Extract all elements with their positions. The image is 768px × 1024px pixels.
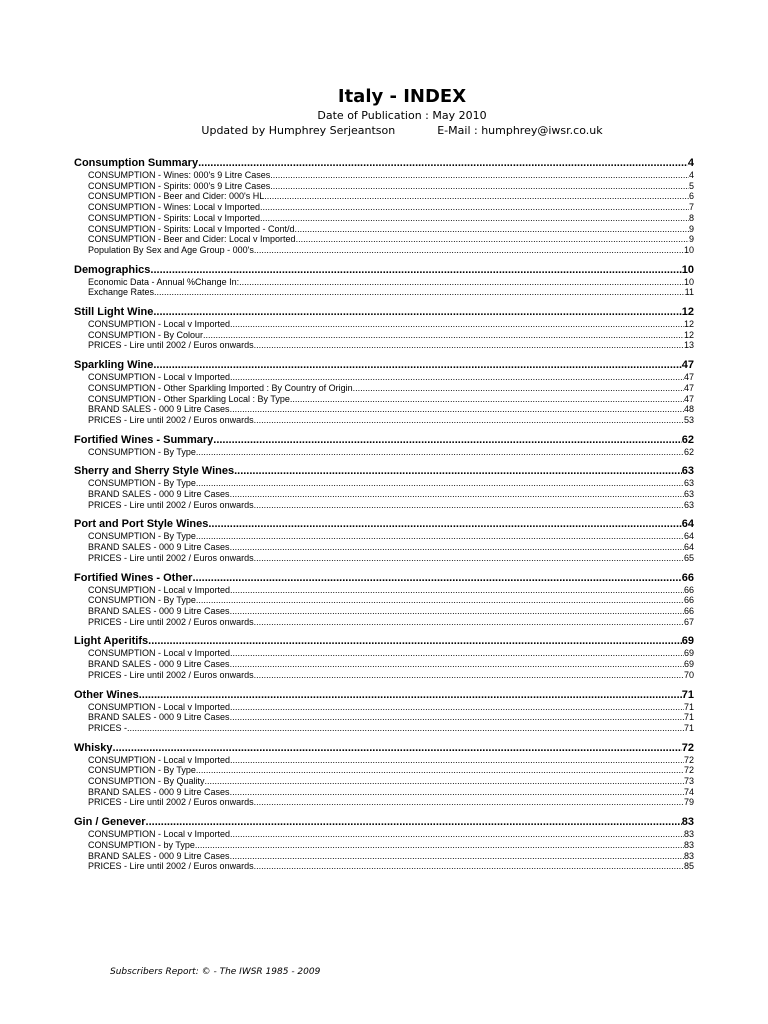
toc-entry-label: CONSUMPTION - By Type xyxy=(88,446,196,457)
toc-entry[interactable] xyxy=(74,213,694,224)
toc-heading-page-number: 66 xyxy=(681,571,694,584)
toc-entry-page-number: 47 xyxy=(683,393,694,404)
dot-leader xyxy=(254,415,684,426)
toc-heading-page-number: 4 xyxy=(687,157,694,169)
toc-heading[interactable] xyxy=(74,518,694,531)
toc-entry[interactable] xyxy=(74,234,694,245)
toc-entry[interactable] xyxy=(74,617,694,628)
toc-entry-page-number: 72 xyxy=(683,754,694,765)
toc-heading-label: Sparkling Wine xyxy=(74,359,154,372)
toc-entry-label: CONSUMPTION - Other Sparkling Local : By Type xyxy=(88,393,290,404)
dot-leader xyxy=(148,635,682,648)
toc-entry-label: PRICES - Lire until 2002 / Euros onwards xyxy=(88,861,254,872)
footer-copyright: Subscribers Report: © - The IWSR 1985 - 2009 xyxy=(110,967,321,977)
publication-date: Date of Publication : May 2010 xyxy=(317,109,487,122)
toc-entry-label: PRICES - Lire until 2002 / Euros onwards xyxy=(88,552,254,563)
dot-leader xyxy=(270,170,689,181)
toc-entry[interactable] xyxy=(74,340,694,351)
toc-entry[interactable] xyxy=(74,787,694,798)
toc-entry[interactable] xyxy=(74,755,694,766)
dot-leader xyxy=(254,245,684,256)
dot-leader xyxy=(239,277,684,288)
toc-entry[interactable] xyxy=(74,447,694,458)
toc-entry-label: BRAND SALES - 000 9 Litre Cases xyxy=(88,659,230,670)
toc-entry-label: BRAND SALES - 000 9 Litre Cases xyxy=(88,712,230,723)
toc-entry-label: CONSUMPTION - Spirits: Local v Imported - Cont/d. xyxy=(88,223,298,234)
toc-entry[interactable] xyxy=(74,670,694,681)
dot-leader xyxy=(230,851,684,862)
toc-entry-page-number: 5 xyxy=(688,180,694,191)
toc-entry-page-number: 74 xyxy=(683,786,694,797)
toc-entry[interactable] xyxy=(74,531,694,542)
toc-entry-label: PRICES - Lire until 2002 / Euros onwards xyxy=(88,499,254,510)
toc-heading-label: Fortified Wines - Other xyxy=(74,571,193,584)
toc-entry-label: PRICES - Lire until 2002 / Euros onwards xyxy=(88,340,254,351)
dot-leader xyxy=(154,287,685,298)
toc-heading-label: Demographics xyxy=(74,263,151,276)
toc-entry-page-number: 71 xyxy=(683,701,694,712)
toc-entry[interactable] xyxy=(74,319,694,330)
toc-entry[interactable] xyxy=(74,542,694,553)
dot-leader xyxy=(254,861,684,872)
toc-entry-label: CONSUMPTION - Local v Imported xyxy=(88,372,231,383)
toc-entry-label: CONSUMPTION - By Quality xyxy=(88,776,205,787)
dot-leader xyxy=(113,742,682,755)
dot-leader xyxy=(230,319,684,330)
toc-entry[interactable] xyxy=(74,648,694,659)
toc-heading[interactable] xyxy=(74,359,694,372)
toc-entry-page-number: 53 xyxy=(683,414,694,425)
toc-section xyxy=(74,359,694,426)
toc-entry[interactable] xyxy=(74,797,694,808)
toc-entry-label: CONSUMPTION - Local v Imported xyxy=(88,584,231,595)
toc-entry[interactable] xyxy=(74,372,694,383)
toc-entry[interactable] xyxy=(74,170,694,181)
toc-entry-label: CONSUMPTION - By Type xyxy=(88,595,196,606)
toc-heading-label: Gin / Genever xyxy=(74,816,146,829)
dot-leader xyxy=(208,518,681,531)
toc-entry-page-number: 6 xyxy=(688,191,694,202)
updated-by-line xyxy=(36,124,768,138)
toc-entry-page-number: 73 xyxy=(683,776,694,787)
dot-leader xyxy=(230,787,684,798)
toc-entry-label: CONSUMPTION - Local v Imported xyxy=(88,829,231,840)
dot-leader xyxy=(230,372,684,383)
toc-section xyxy=(74,518,694,563)
dot-leader xyxy=(254,500,684,511)
toc-heading-page-number: 63 xyxy=(681,465,694,478)
toc-entry-label: Economic Data - Annual %Change In: xyxy=(88,276,240,287)
toc-heading-page-number: 71 xyxy=(681,688,694,701)
toc-entry-page-number: 12 xyxy=(683,329,694,340)
toc-entry-label: BRAND SALES - 000 9 Litre Cases xyxy=(88,404,230,415)
dot-leader xyxy=(230,829,684,840)
toc-section xyxy=(74,572,694,628)
toc-section xyxy=(74,635,694,680)
toc-entry-label: CONSUMPTION - Other Sparkling Imported : By Country of Origin xyxy=(88,382,353,393)
toc-entry[interactable] xyxy=(74,500,694,511)
dot-leader xyxy=(192,572,681,585)
toc-entry-label: CONSUMPTION - Local v Imported xyxy=(88,319,231,330)
toc-entry[interactable] xyxy=(74,840,694,851)
dot-leader xyxy=(234,465,682,478)
toc-heading-label: Fortified Wines - Summary xyxy=(74,433,214,446)
toc-entry-page-number: 10 xyxy=(683,244,694,255)
toc-heading[interactable] xyxy=(74,742,694,755)
toc-heading-label: Still Light Wine xyxy=(74,306,154,319)
toc-entry[interactable] xyxy=(74,553,694,564)
toc-heading[interactable] xyxy=(74,434,694,447)
toc-entry-page-number: 66 xyxy=(683,595,694,606)
dot-leader xyxy=(254,617,684,628)
toc-heading-label: Consumption Summary xyxy=(74,157,199,169)
toc-entry-page-number: 83 xyxy=(683,829,694,840)
toc-heading-page-number: 10 xyxy=(681,263,694,276)
toc-entry-page-number: 70 xyxy=(683,669,694,680)
toc-entry-page-number: 69 xyxy=(683,659,694,670)
toc-entry-page-number: 65 xyxy=(683,552,694,563)
toc-section xyxy=(74,264,694,298)
dot-leader xyxy=(296,234,689,245)
toc-entry-label: PRICES - Lire until 2002 / Euros onwards xyxy=(88,797,254,808)
toc-entry-page-number: 67 xyxy=(683,616,694,627)
toc-heading-page-number: 72 xyxy=(681,741,694,754)
toc-entry-label: CONSUMPTION - Local v Imported xyxy=(88,648,231,659)
toc-entry-page-number: 63 xyxy=(683,499,694,510)
toc-entry-label: CONSUMPTION - Local v Imported xyxy=(88,701,231,712)
toc-heading-page-number: 83 xyxy=(681,816,694,829)
toc-heading-label: Whisky xyxy=(74,741,113,754)
toc-entry-page-number: 13 xyxy=(683,340,694,351)
dot-leader xyxy=(205,776,684,787)
toc-entry-page-number: 48 xyxy=(683,404,694,415)
toc-entry[interactable] xyxy=(74,776,694,787)
toc-entry-page-number: 12 xyxy=(683,319,694,330)
toc-entry-page-number: 63 xyxy=(683,489,694,500)
toc-entry-page-number: 69 xyxy=(683,648,694,659)
dot-leader xyxy=(196,765,684,776)
toc-entry-label: BRAND SALES - 000 9 Litre Cases xyxy=(88,542,230,553)
dot-leader xyxy=(127,723,684,734)
toc-entry[interactable] xyxy=(74,702,694,713)
toc-entry-label: CONSUMPTION - Beer and Cider: 000's HL xyxy=(88,191,265,202)
toc-entry[interactable] xyxy=(74,404,694,415)
toc-entry-label: PRICES - xyxy=(88,722,128,733)
toc-heading-page-number: 12 xyxy=(681,306,694,319)
toc-entry[interactable] xyxy=(74,330,694,341)
toc-entry[interactable] xyxy=(74,595,694,606)
dot-leader xyxy=(230,542,684,553)
toc-entry-page-number: 9 xyxy=(688,234,694,245)
toc-entry[interactable] xyxy=(74,394,694,405)
toc-entry-label: BRAND SALES - 000 9 Litre Cases xyxy=(88,489,230,500)
toc-entry[interactable] xyxy=(74,415,694,426)
toc-entry-page-number: 83 xyxy=(683,850,694,861)
toc-heading-label: Light Aperitifs xyxy=(74,635,149,648)
toc-entry-page-number: 10 xyxy=(683,276,694,287)
updated-by: Updated by Humphrey Serjeantson xyxy=(201,124,396,137)
dot-leader xyxy=(230,755,684,766)
toc-entry[interactable] xyxy=(74,659,694,670)
toc-entry[interactable] xyxy=(74,489,694,500)
toc-heading[interactable] xyxy=(74,264,694,277)
toc-entry[interactable] xyxy=(74,287,694,298)
dot-leader xyxy=(270,181,689,192)
toc-entry-label: CONSUMPTION - Spirits: Local v Imported xyxy=(88,212,261,223)
toc-entry-page-number: 71 xyxy=(683,722,694,733)
toc-heading-page-number: 69 xyxy=(681,635,694,648)
dot-leader xyxy=(230,659,684,670)
toc-entry-label: CONSUMPTION - By Type xyxy=(88,765,196,776)
document-header xyxy=(0,86,768,138)
toc-entry-page-number: 83 xyxy=(683,839,694,850)
dot-leader xyxy=(230,585,684,596)
dot-leader xyxy=(196,595,684,606)
toc-entry-page-number: 11 xyxy=(684,287,694,298)
toc-entry-label: CONSUMPTION - Beer and Cider: Local v Imported xyxy=(88,234,296,245)
dot-leader xyxy=(230,712,684,723)
toc-entry[interactable] xyxy=(74,851,694,862)
toc-entry-label: CONSUMPTION - Local v Imported xyxy=(88,754,231,765)
toc-entry-label: PRICES - Lire until 2002 / Euros onwards xyxy=(88,414,254,425)
toc-entry-page-number: 63 xyxy=(683,478,694,489)
dot-leader xyxy=(139,689,682,702)
toc-heading-label: Sherry and Sherry Style Wines xyxy=(74,465,235,478)
toc-heading[interactable] xyxy=(74,816,694,829)
toc-entry[interactable] xyxy=(74,712,694,723)
dot-leader xyxy=(153,359,681,372)
dot-leader xyxy=(260,213,689,224)
toc-entry-label: PRICES - Lire until 2002 / Euros onwards xyxy=(88,616,254,627)
dot-leader xyxy=(260,202,689,213)
toc-heading-label: Port and Port Style Wines xyxy=(74,518,209,531)
dot-leader xyxy=(150,264,681,277)
toc-section xyxy=(74,434,694,458)
toc-heading-page-number: 62 xyxy=(681,433,694,446)
toc-entry-label: CONSUMPTION - Wines: Local v Imported xyxy=(88,202,261,213)
toc-entry-label: CONSUMPTION - Wines: 000's 9 Litre Cases xyxy=(88,170,271,180)
toc-section xyxy=(74,306,694,351)
toc-entry[interactable] xyxy=(74,224,694,235)
toc-entry-label: CONSUMPTION - By Type xyxy=(88,531,196,542)
toc-heading[interactable] xyxy=(74,689,694,702)
dot-leader xyxy=(203,330,684,341)
dot-leader xyxy=(264,191,689,202)
toc-heading[interactable] xyxy=(74,306,694,319)
dot-leader xyxy=(198,157,688,170)
dot-leader xyxy=(254,797,684,808)
toc-entry-label: BRAND SALES - 000 9 Litre Cases xyxy=(88,786,230,797)
toc-entry-page-number: 79 xyxy=(683,797,694,808)
toc-entry-label: CONSUMPTION - by Type xyxy=(88,839,195,850)
toc-entry-page-number: 8 xyxy=(688,212,694,223)
toc-entry-page-number: 66 xyxy=(683,605,694,616)
dot-leader xyxy=(230,702,684,713)
toc-section xyxy=(74,689,694,734)
toc-heading-page-number: 64 xyxy=(681,518,694,531)
toc-entry[interactable] xyxy=(74,585,694,596)
toc-entry[interactable] xyxy=(74,829,694,840)
dot-leader xyxy=(254,670,684,681)
toc-entry-label: BRAND SALES - 000 9 Litre Cases xyxy=(88,605,230,616)
dot-leader xyxy=(230,404,684,415)
toc-heading-label: Other Wines xyxy=(74,688,139,701)
toc-entry-page-number: 66 xyxy=(683,584,694,595)
dot-leader xyxy=(230,648,684,659)
toc-entry-label: Population By Sex and Age Group - 000's xyxy=(88,244,254,255)
toc-section xyxy=(74,157,694,256)
toc-heading[interactable] xyxy=(74,572,694,585)
dot-leader xyxy=(290,394,684,405)
dot-leader xyxy=(254,340,684,351)
toc-heading[interactable] xyxy=(74,635,694,648)
toc-heading-page-number: 47 xyxy=(681,359,694,372)
toc-entry-page-number: 71 xyxy=(683,712,694,723)
toc-entry-page-number: 4 xyxy=(688,170,694,180)
dot-leader xyxy=(196,531,684,542)
toc-entry[interactable] xyxy=(74,277,694,288)
table-of-contents xyxy=(74,157,694,880)
dot-leader xyxy=(153,306,681,319)
toc-section xyxy=(74,816,694,872)
toc-entry-page-number: 47 xyxy=(683,382,694,393)
email: E-Mail : humphrey@iwsr.co.uk xyxy=(437,124,603,137)
dot-leader xyxy=(353,383,684,394)
toc-entry-page-number: 64 xyxy=(683,542,694,553)
document-title: Italy - INDEX xyxy=(337,86,467,107)
toc-entry-label: BRAND SALES - 000 9 Litre Cases xyxy=(88,850,230,861)
dot-leader xyxy=(297,224,689,235)
dot-leader xyxy=(254,553,684,564)
toc-heading[interactable] xyxy=(74,465,694,478)
dot-leader xyxy=(230,489,684,500)
dot-leader xyxy=(213,434,681,447)
toc-entry[interactable] xyxy=(74,202,694,213)
toc-entry[interactable] xyxy=(74,191,694,202)
toc-entry-page-number: 47 xyxy=(683,372,694,383)
dot-leader xyxy=(230,606,684,617)
toc-entry-page-number: 9 xyxy=(688,223,694,234)
toc-entry[interactable] xyxy=(74,245,694,256)
dot-leader xyxy=(195,840,684,851)
dot-leader xyxy=(196,478,684,489)
toc-entry-label: PRICES - Lire until 2002 / Euros onwards xyxy=(88,669,254,680)
toc-section xyxy=(74,742,694,809)
dot-leader xyxy=(146,816,682,829)
toc-entry-page-number: 64 xyxy=(683,531,694,542)
dot-leader xyxy=(196,447,684,458)
toc-entry-page-number: 7 xyxy=(688,202,694,213)
toc-entry-page-number: 62 xyxy=(683,446,694,457)
toc-entry-label: Exchange Rates xyxy=(88,287,155,298)
toc-entry-page-number: 85 xyxy=(683,861,694,872)
toc-entry[interactable] xyxy=(74,765,694,776)
toc-entry[interactable] xyxy=(74,478,694,489)
toc-section xyxy=(74,465,694,510)
toc-heading[interactable] xyxy=(74,157,694,170)
toc-entry-page-number: 72 xyxy=(683,765,694,776)
toc-entry[interactable] xyxy=(74,383,694,394)
toc-entry-label: CONSUMPTION - Spirits: 000's 9 Litre Cases xyxy=(88,180,271,191)
toc-entry[interactable] xyxy=(74,606,694,617)
toc-entry[interactable] xyxy=(74,181,694,192)
toc-entry[interactable] xyxy=(74,861,694,872)
toc-entry-label: CONSUMPTION - By Type xyxy=(88,478,196,489)
toc-entry[interactable] xyxy=(74,723,694,734)
toc-entry-label: CONSUMPTION - By Colour xyxy=(88,329,204,340)
